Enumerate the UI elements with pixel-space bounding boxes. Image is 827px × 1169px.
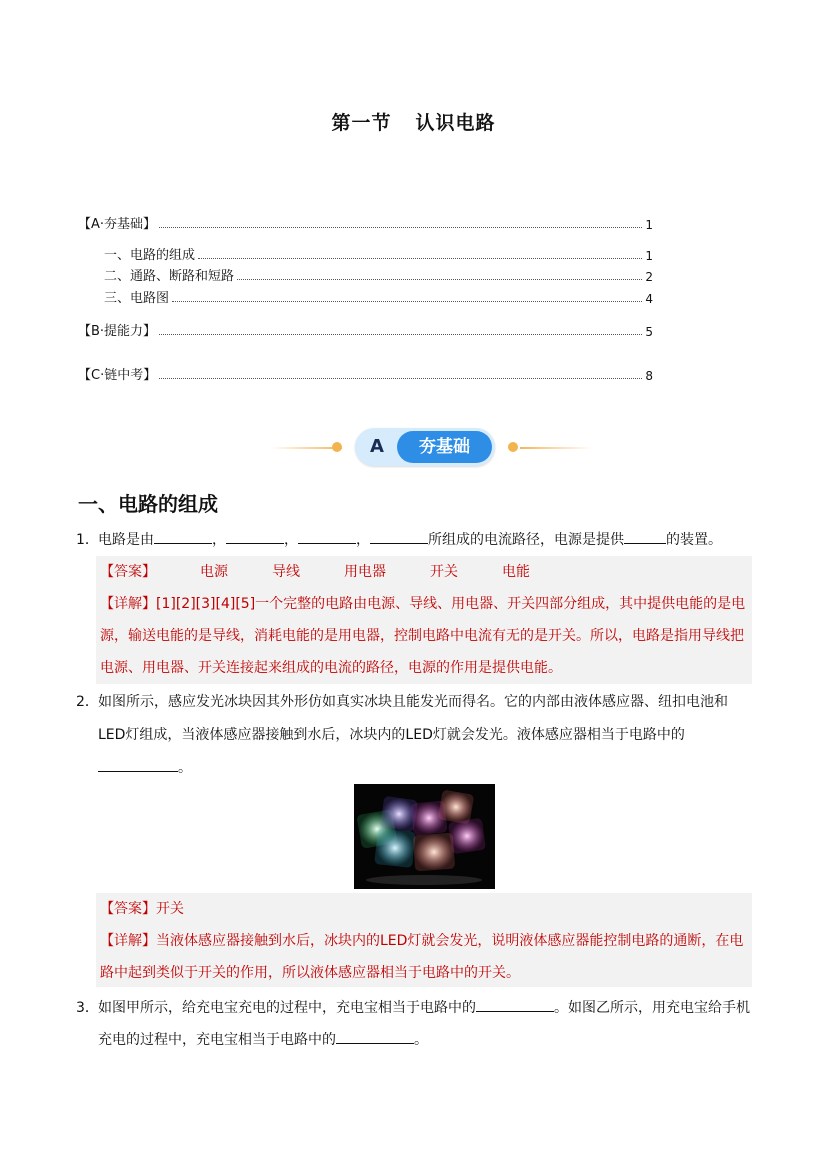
banner-dot-right bbox=[508, 442, 518, 452]
toc-entry[interactable] bbox=[104, 243, 653, 263]
answer-blank[interactable] bbox=[154, 529, 212, 544]
question-text: 如图所示，感应发光冰块因其外形仿如真实冰块且能发光而得名。它的内部由液体感应器、纽扣电池和LED灯组成，当液体感应器接触到水后，冰块内的LED灯就会发光。液体感应器相当于电路中的 bbox=[98, 694, 728, 743]
answer-box-1 bbox=[96, 556, 752, 684]
toc-entry[interactable] bbox=[78, 212, 653, 232]
banner-letter: A bbox=[370, 436, 384, 457]
answer-blank[interactable] bbox=[336, 1029, 414, 1044]
separator: ， bbox=[212, 532, 226, 548]
toc-entry[interactable] bbox=[104, 286, 653, 306]
toc-entry[interactable] bbox=[78, 319, 653, 339]
toc-leader bbox=[237, 278, 642, 280]
answer-blank[interactable] bbox=[624, 529, 666, 544]
answer-item: 用电器 bbox=[344, 564, 386, 580]
answer-item: 开关 bbox=[430, 564, 458, 580]
banner-line-right bbox=[520, 447, 592, 449]
answer-item: 开关 bbox=[156, 901, 184, 917]
separator: ， bbox=[356, 532, 370, 548]
toc-page: 1 bbox=[645, 218, 653, 232]
question-2 bbox=[76, 686, 752, 785]
question-1 bbox=[76, 524, 752, 556]
detail-body: [1][2][3][4][5]一个完整的电路由电源、导线、用电器、开关四部分组成，其中提供电能的是电源，输送电能的是导线，消耗电能的是用电器，控制电路中电流有无的是开关。所以，电路是指用导线把电源、用电器、开关连接起来组成的电流的路径，电源的作用是提供电能。 bbox=[100, 596, 746, 676]
answer-line bbox=[100, 893, 748, 925]
question-text: 。 bbox=[414, 1032, 428, 1048]
answer-box-2 bbox=[96, 893, 752, 987]
banner-name: 夯基础 bbox=[397, 431, 492, 463]
toc-page: 2 bbox=[645, 270, 653, 284]
detail-body: 当液体感应器接触到水后，冰块内的LED灯就会发光，说明液体感应器能控制电路的通断，在电路中起到类似于开关的作用，所以液体感应器相当于电路中的开关。 bbox=[100, 933, 744, 981]
detail-text bbox=[100, 588, 748, 684]
answer-blank[interactable] bbox=[476, 997, 554, 1012]
answer-line bbox=[100, 556, 748, 588]
toc-page: 5 bbox=[645, 325, 653, 339]
question-number: 1． bbox=[76, 532, 99, 548]
toc-label: 【C·链中考】 bbox=[78, 368, 157, 383]
answer-item: 电能 bbox=[502, 564, 530, 580]
ice-cube-image bbox=[354, 784, 495, 889]
question-3 bbox=[76, 992, 752, 1056]
toc-label: 二、通路、断路和短路 bbox=[104, 269, 235, 284]
banner-pill bbox=[355, 428, 495, 466]
section-heading: 一、电路的组成 bbox=[78, 492, 218, 516]
toc-leader bbox=[159, 377, 642, 379]
answer-item: 电源 bbox=[200, 564, 228, 580]
toc-leader bbox=[159, 226, 642, 228]
toc-leader bbox=[159, 333, 642, 335]
toc-label: 三、电路图 bbox=[104, 291, 170, 306]
question-text: 。如图乙所示，用充电宝给手机充电的过程中，充电宝相当于电路中的 bbox=[98, 1000, 750, 1048]
title-section: 第一节 bbox=[331, 112, 392, 134]
page-title bbox=[0, 108, 827, 135]
answer-blank[interactable] bbox=[98, 757, 178, 772]
question-text: 电路是由 bbox=[98, 532, 154, 548]
answer-tag: 【答案】 bbox=[100, 901, 156, 917]
answer-blank[interactable] bbox=[298, 529, 356, 544]
toc-page: 8 bbox=[645, 369, 653, 383]
question-number: 2． bbox=[76, 694, 99, 710]
question-text: 如图甲所示，给充电宝充电的过程中，充电宝相当于电路中的 bbox=[98, 1000, 476, 1016]
answer-blank[interactable] bbox=[226, 529, 284, 544]
toc-entry[interactable] bbox=[104, 264, 653, 284]
toc-label: 一、电路的组成 bbox=[104, 248, 196, 263]
detail-tag: 【详解】 bbox=[100, 596, 156, 612]
question-text: 的装置。 bbox=[666, 532, 722, 548]
question-text: 所组成的电流路径，电源是提供 bbox=[428, 532, 624, 548]
title-topic: 认识电路 bbox=[415, 112, 496, 134]
toc-label: 【A·夯基础】 bbox=[78, 217, 157, 232]
toc-leader bbox=[198, 257, 642, 259]
section-banner bbox=[0, 425, 827, 469]
toc-leader bbox=[172, 300, 642, 302]
question-number: 3． bbox=[76, 1000, 99, 1016]
question-text: 。 bbox=[178, 760, 192, 776]
toc-label: 【B·提能力】 bbox=[78, 324, 157, 339]
toc-entry[interactable] bbox=[78, 363, 653, 383]
answer-tag: 【答案】 bbox=[100, 564, 156, 580]
detail-tag: 【详解】 bbox=[100, 933, 156, 949]
answer-item: 导线 bbox=[272, 564, 300, 580]
detail-text bbox=[100, 925, 748, 989]
banner-dot-left bbox=[332, 442, 342, 452]
separator: ， bbox=[284, 532, 298, 548]
toc-page: 1 bbox=[645, 249, 653, 263]
led-ice-cubes-photo bbox=[354, 784, 495, 889]
answer-blank[interactable] bbox=[370, 529, 428, 544]
toc-page: 4 bbox=[645, 292, 653, 306]
